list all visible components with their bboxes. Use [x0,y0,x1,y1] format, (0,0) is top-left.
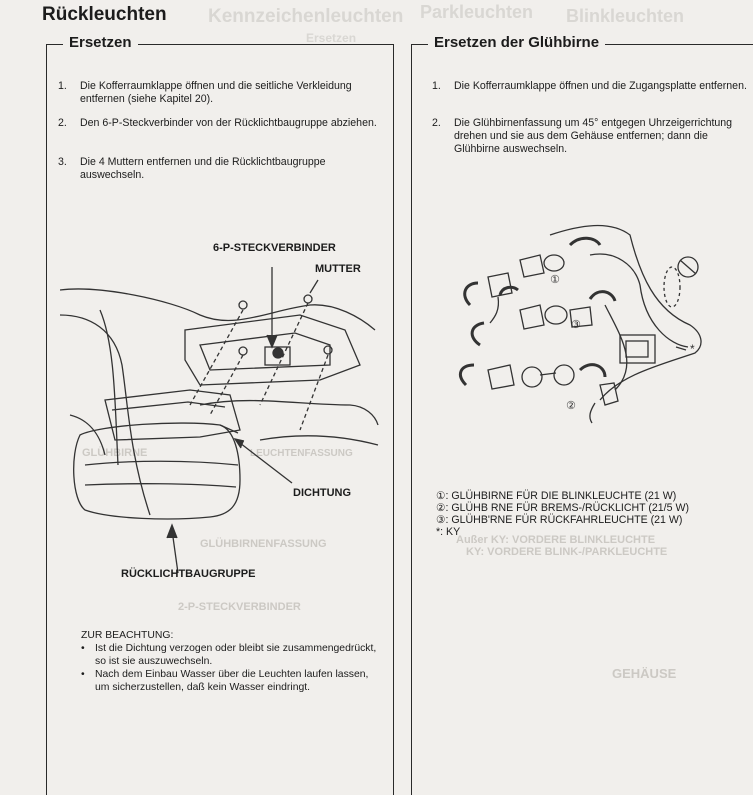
label-nut: MUTTER [315,263,361,275]
note-heading: ZUR BEACHTUNG: [81,630,174,641]
step-number: 2. [432,117,441,129]
callout-2: ② [566,399,576,412]
bleed-text: GEHÄUSE [612,666,677,681]
ky-marker: * [690,342,695,356]
step-text: Die Kofferraumklappe öffnen und die seitliche Verkleidung entfernen (siehe Kapitel 20). [80,80,352,105]
bleed-text: GLÜHBIRNE [82,447,148,459]
legend-item: ②: GLÜHB RNE FÜR BREMS-/RÜCKLICHT (21/5 W) [436,502,689,514]
step-text: Den 6-P-Steckverbinder von der Rücklichtbaugruppe abziehen. [80,117,377,129]
bleed-text: LEUCHTENFASSUNG [250,448,353,459]
right-section-title: Ersetzen der Glühbirne [428,34,605,51]
bleed-text: Kennzeichenleuchten [208,6,404,27]
bleed-text: Blinkleuchten [566,6,685,26]
left-section-title: Ersetzen [63,34,138,51]
label-connector: 6-P-STECKVERBINDER [213,242,336,254]
bulb-socket-diagram [440,215,740,425]
bleed-text: Ersetzen [306,31,357,45]
legend-item: ①: GLÜHBIRNE FÜR DIE BLINKLEUCHTE (21 W) [436,490,677,502]
legend-item: ③: GLÜHB'RNE FÜR RÜCKFAHRLEUCHTE (21 W) [436,514,683,526]
bleed-text: 2-P-STECKVERBINDER [178,601,301,613]
callout-1: ① [550,273,560,286]
bleed-text: Außer KY: VORDERE BLINKLEUCHTE [456,534,656,546]
step-number: 1. [58,80,67,92]
tail-light-exploded-diagram [60,255,380,575]
callout-3: ③ [571,318,581,331]
legend-item: *: KY [436,526,461,538]
note-text: Ist die Dichtung verzogen oder bleibt sie zusammengedrückt, so ist sie auszuwechseln. [95,643,377,667]
label-assembly: RÜCKLICHTBAUGRUPPE [121,568,256,580]
step-text: Die 4 Muttern entfernen und die Rücklichtbaugruppe auswechseln. [80,156,326,181]
note-text: Nach dem Einbau Wasser über die Leuchten laufen lassen, um sicherzustellen, daß kein Wasser eindringt. [95,669,369,693]
bleed-text: KY: VORDERE BLINK-/PARKLEUCHTE [466,546,668,558]
bleed-text: Parkleuchten [420,2,534,22]
step-number: 3. [58,156,67,168]
step-text: Die Glühbirnenfassung um 45° entgegen Uhrzeigerrichtung drehen und sie aus dem Gehäuse entfernen; dann die Glühbirne auswechseln. [454,117,733,155]
label-seal: DICHTUNG [293,487,352,499]
step-number: 2. [58,117,67,129]
step-number: 1. [432,80,441,92]
step-text: Die Kofferraumklappe öffnen und die Zugangsplatte entfernen. [454,80,747,92]
bleed-text: GLÜHBIRNENFASSUNG [200,538,327,550]
page-title: Rückleuchten [42,4,167,25]
